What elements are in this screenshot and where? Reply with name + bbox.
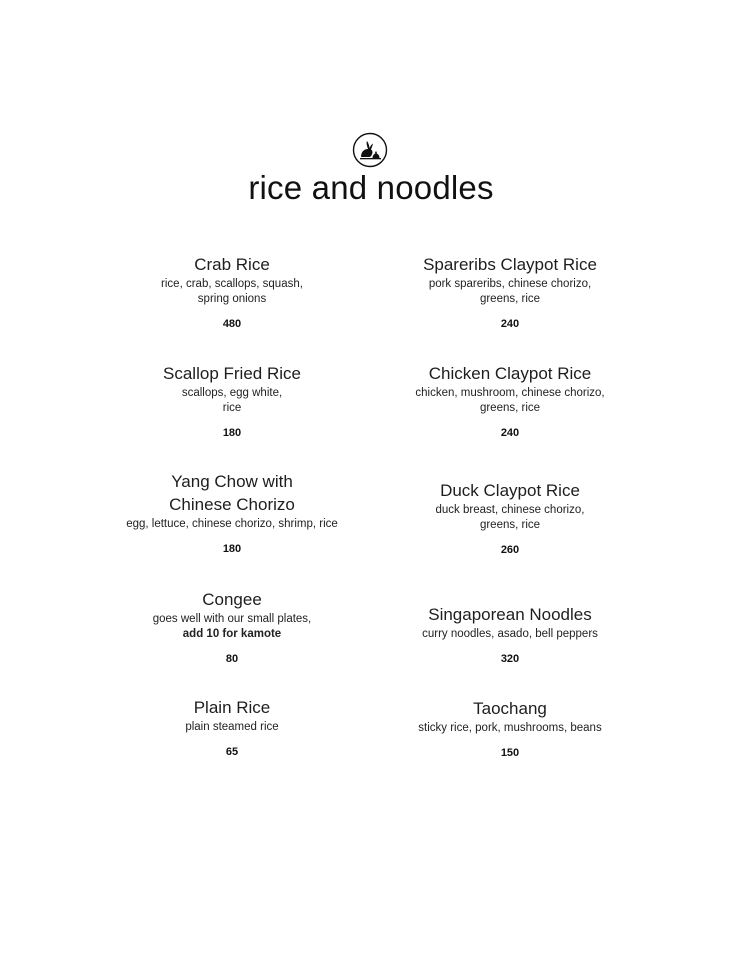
item-price: 180 bbox=[222, 427, 242, 439]
item-description-line: spring onions bbox=[197, 293, 267, 305]
rabbit-emblem-icon bbox=[352, 132, 388, 168]
rabbit-emblem-svg bbox=[352, 132, 388, 168]
item-name-line: Crab Rice bbox=[194, 255, 270, 274]
item-description bbox=[92, 612, 372, 642]
item-description-line: chicken, mushroom, chinese chorizo, bbox=[415, 387, 605, 399]
item-description-line: greens, rice bbox=[479, 293, 541, 305]
item-price: 240 bbox=[500, 318, 520, 330]
item-description-line: greens, rice bbox=[479, 402, 541, 414]
item-price: 480 bbox=[222, 318, 242, 330]
item-price: 65 bbox=[225, 746, 239, 758]
item-description bbox=[92, 277, 372, 307]
item-description-line: greens, rice bbox=[479, 519, 541, 531]
item-name-line: Singaporean Noodles bbox=[428, 605, 592, 624]
page-title: rice and noodles bbox=[248, 169, 494, 206]
item-description-line: egg, lettuce, chinese chorizo, shrimp, rice bbox=[126, 518, 338, 530]
item-name-line: Plain Rice bbox=[193, 698, 271, 717]
item-description-line: plain steamed rice bbox=[185, 721, 279, 733]
item-name bbox=[92, 696, 372, 719]
item-name bbox=[370, 479, 650, 502]
item-name-line: Chinese Chorizo bbox=[169, 495, 295, 514]
item-name bbox=[370, 697, 650, 720]
item-description-line: goes well with our small plates, bbox=[152, 613, 312, 625]
item-description-line: duck breast, chinese chorizo, bbox=[435, 504, 585, 516]
item-name-line: Yang Chow with bbox=[171, 472, 293, 491]
item-description bbox=[92, 517, 372, 532]
menu-item-scallop-fried-rice bbox=[92, 362, 372, 440]
item-description bbox=[370, 386, 650, 416]
item-name-line: Congee bbox=[202, 590, 262, 609]
menu-item-taochang bbox=[370, 697, 650, 760]
item-price: 180 bbox=[222, 543, 242, 555]
item-description-line: sticky rice, pork, mushrooms, beans bbox=[418, 722, 602, 734]
menu-item-singaporean-noodles bbox=[370, 603, 650, 666]
menu-item-plain-rice bbox=[92, 696, 372, 759]
menu-item-spareribs-claypot-rice bbox=[370, 253, 650, 331]
item-name-line: Scallop Fried Rice bbox=[163, 364, 301, 383]
item-price: 320 bbox=[500, 653, 520, 665]
item-name-line: Duck Claypot Rice bbox=[440, 481, 580, 500]
item-description bbox=[370, 721, 650, 736]
item-price: 80 bbox=[225, 653, 239, 665]
item-name bbox=[370, 253, 650, 276]
item-name bbox=[92, 253, 372, 276]
item-description-line: rice bbox=[222, 402, 242, 414]
item-description-line: scallops, egg white, bbox=[181, 387, 283, 399]
item-name bbox=[92, 470, 372, 516]
item-price: 260 bbox=[500, 544, 520, 556]
item-name-line: Spareribs Claypot Rice bbox=[423, 255, 597, 274]
item-name bbox=[92, 588, 372, 611]
item-price: 240 bbox=[500, 427, 520, 439]
item-name bbox=[370, 362, 650, 385]
item-description bbox=[370, 277, 650, 307]
item-price: 150 bbox=[500, 747, 520, 759]
item-description-line: pork spareribs, chinese chorizo, bbox=[428, 278, 592, 290]
item-description bbox=[370, 503, 650, 533]
menu-item-yang-chow bbox=[92, 470, 372, 556]
item-description bbox=[370, 627, 650, 642]
item-description-line: curry noodles, asado, bell peppers bbox=[422, 628, 598, 640]
menu-item-crab-rice bbox=[92, 253, 372, 331]
item-description bbox=[92, 386, 372, 416]
menu-item-congee bbox=[92, 588, 372, 666]
item-name-line: Taochang bbox=[473, 699, 547, 718]
item-name-line: Chicken Claypot Rice bbox=[428, 364, 592, 383]
item-name bbox=[92, 362, 372, 385]
item-description-line: rice, crab, scallops, squash, bbox=[161, 278, 303, 290]
item-description-highlight: add 10 for kamote bbox=[182, 628, 282, 640]
menu-item-duck-claypot-rice bbox=[370, 479, 650, 557]
item-description bbox=[92, 720, 372, 735]
menu-item-chicken-claypot-rice bbox=[370, 362, 650, 440]
item-name bbox=[370, 603, 650, 626]
